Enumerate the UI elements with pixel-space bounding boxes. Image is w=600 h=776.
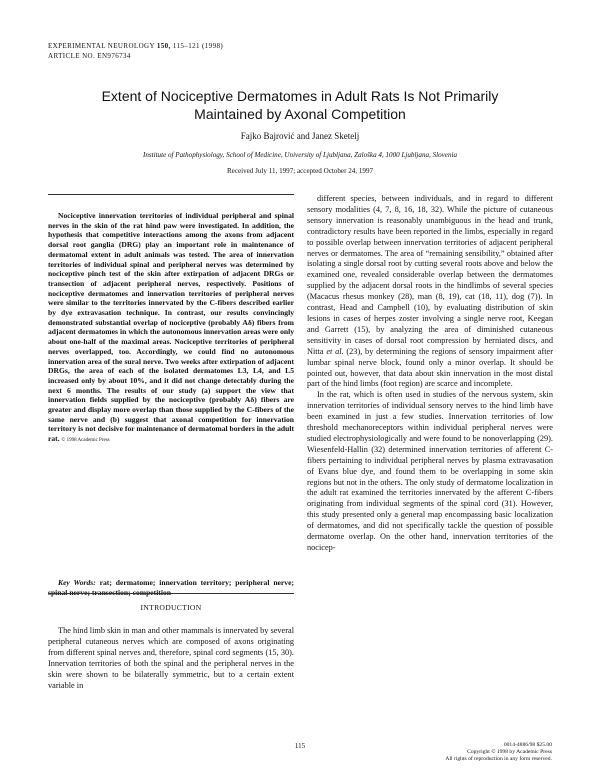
right-column xyxy=(307,194,553,554)
article-number: ARTICLE NO. EN976734 xyxy=(48,51,131,60)
abstract xyxy=(48,211,294,446)
affiliation: Institute of Pathophysiology, School of Medicine, University of Ljubljana, Zaloška 4, 1000 Ljubljana, Slovenia xyxy=(142,151,458,159)
keywords xyxy=(48,578,294,597)
footer-copyright-line: Copyright © 1998 by Academic Press xyxy=(467,749,552,756)
page-number: 115 xyxy=(294,742,306,750)
journal-volume: 150, xyxy=(156,42,171,50)
right-paragraph-1-part-a: different species, between individuals, and in regard to different sensory modalities (4, 7, 8, 16, 18, 32). While the picture of cutaneous sensory innervation is reasonably unambiguous in the head and trunk, contradictory results have been reported in the limbs, especially in regard to possible overlap between innervation territories of adjacent peripheral nerves or dermatomes. The area of “remaining sensibility,” obtained after isolating a single dorsal root by cutting several roots above and below the examined one, revealed considerable overlap between the dermatomes supplied by the adjacent dorsal roots in the hindlimbs of several species (Macacus rhesus monkey (28), man (8, 19), cat (18, 11), dog (7)). In contrast, Head and Campbell (10), by evaluating distribution of skin lesions in cases of herpes zoster involving a single nerve root, Keegan and Garrett (15), by analyzing the area of diminished cutaneous sensitivity in cases of dorsal root compression by herniated discs, and Nitta xyxy=(307,194,553,356)
footer-copyright xyxy=(445,742,552,763)
right-paragraph-2: In the rat, which is often used in studies of the nervous system, skin innervation territories of individual sensory nerves to the hind limb have been examined in just a few studies. Innervation territories of low threshold mechanoreceptors within individual peripheral nerves were studied electrophysiologically and were found to be nonoverlapping (29). Wiesenfeld-Hallin (32) determined innervation territories of afferent C-fibers pertaining to individual peripheral nerves by plasma extravasation of Evans blue dye, and found them to be overlapping in some skin regions but not in the others. The only study of dermatome localization in the adult rat examined the territories innervated by the afferent C-fibers originating from individual segments of the spinal cord (31). However, this study presented only a general map encompassing basic localization of dermatomes, and did not specifically tackle the question of possible dermatome overlap. On the other hand, innervation territories of the nocicep- xyxy=(307,390,553,552)
footer-issn: 0014-4886/98 $25.00 xyxy=(503,742,552,748)
abstract-copyright: © 1998 Academic Press xyxy=(61,438,110,444)
section-heading-introduction: INTRODUCTION xyxy=(140,603,202,612)
title-line-1: Extent of Nociceptive Dermatomes in Adult Rats Is Not Primarily xyxy=(101,88,499,104)
right-paragraph-1-part-b: (23), by determining the regions of sensory impairment after lumbar spinal nerve block, found only a minor overlap. It should be pointed out, however, that data about skin innervation in the most distal part of the hind limbs (foot region) are scarce and incomplete. xyxy=(307,346,554,389)
footer-rights: All rights of reproduction in any form reserved. xyxy=(445,756,552,763)
abstract-top-rule xyxy=(48,194,294,195)
abstract-text: Nociceptive innervation territories of individual peripheral and spinal nerves in the skin of the rat hind paw were investigated. In addition, the hypothesis that competitive interactions among the axons from adjacent dorsal root ganglia (DRG) play an important role in maintenance of dermatomal extent in adult animals was tested. The area of innervation territories of individual spinal and peripheral nerves was determined by nociceptive pinch test of the skin after extirpation of adjacent DRGs or transection of adjacent peripheral nerves, respectively. Positions of nociceptive dermatomes and innervation territories of peripheral nerves were similar to the territories innervated by the C-fibers described earlier by dye extravasation technique. In contrast, our results convincingly demonstrated substantial overlap of nociceptive (probably Aδ) fibers from adjacent dermatomes in which the autonomous innervation areas were only about one-half of the maximal areas. Nociceptive territories of peripheral nerves overlapped, too. Accordingly, we could find no autonomous innervation area of the sural nerve. Two weeks after extirpation of adjacent DRGs, the area of each of the isolated dermatomes L3, L4, and L5 increased only by about 10%, and it did not change detectably during the next 6 months. The results of our study (a) support the view that innervation fields supplied by the nociceptive (probably Aδ) fibers are greater and display more overlap than those supplied by the C-fibers of the same nerve and (b) suggest that axonal competition for innervation territory is not decisive for maintenance of dermatomal borders in the adult rat. xyxy=(48,211,294,444)
keywords-label: Key Words: xyxy=(58,578,96,587)
received-dates: Received July 11, 1997; accepted October 24, 1997 xyxy=(226,167,374,175)
running-head xyxy=(48,42,223,61)
et-al: et al. xyxy=(326,346,344,356)
right-paragraph-1 xyxy=(307,194,553,390)
authors: Fajko Bajrović and Janez Sketelj xyxy=(240,131,360,141)
paper-title xyxy=(60,87,540,123)
journal-line xyxy=(48,42,223,52)
title-line-2: Maintained by Axonal Competition xyxy=(194,106,406,122)
journal-pages: 115–121 (1998) xyxy=(172,42,224,50)
keywords-text: rat; dermatome; innervation territory; peripheral nerve; spinal nerve; transection; competition xyxy=(48,578,294,597)
journal-name: EXPERIMENTAL NEUROLOGY xyxy=(48,42,155,50)
abstract-bottom-rule xyxy=(48,593,294,594)
introduction-left-column: The hind limb skin in man and other mammals is innervated by several peripheral cutaneous nerves which are composed of axons originating from different spinal nerves and, therefore, spinal cord segments (15, 30). Innervation territories of both the spinal and the peripheral nerves in the skin were shown to be bilaterally symmetric, but to a certain extent variable in xyxy=(48,626,294,690)
